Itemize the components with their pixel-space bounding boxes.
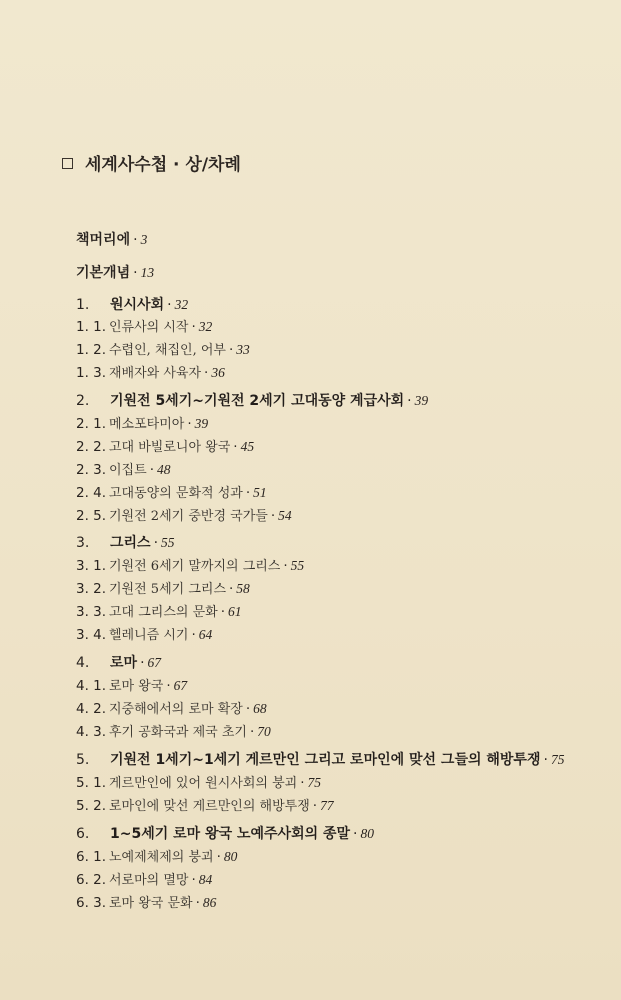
toc-title (62, 150, 241, 175)
middle-dot-separator: · (229, 342, 234, 358)
entry-title: 노예제체제의 붕괴 (109, 850, 214, 865)
entry-number: 6. (76, 826, 90, 842)
middle-dot-separator: · (204, 365, 209, 381)
middle-dot-separator: · (191, 627, 196, 643)
entry-title: 이집트 (109, 463, 147, 478)
entry-title: 메소포타미아 (109, 417, 185, 432)
entry-title: 헬레니즘 시기 (109, 628, 189, 643)
middle-dot-separator: · (149, 462, 154, 478)
toc-subentry (76, 318, 212, 337)
entry-title: 고대 그리스의 문화 (109, 605, 218, 620)
entry-number: 6. 3. (76, 895, 107, 911)
entry-title: 로마 왕국 (109, 679, 164, 694)
toc-subentry (76, 677, 187, 696)
entry-title: 로마 왕국 문화 (109, 896, 193, 911)
toc-chapter (76, 534, 175, 552)
entry-number: 2. (76, 393, 90, 409)
toc-subentry (76, 507, 292, 526)
entry-title: 인류사의 시작 (109, 320, 189, 335)
page-number: 39 (414, 393, 429, 408)
toc-subentry (76, 484, 267, 503)
entry-number: 3. 4. (76, 627, 107, 643)
entry-number: 1. (76, 297, 90, 313)
page-number: 64 (198, 627, 213, 642)
page-number: 33 (236, 342, 250, 357)
middle-dot-separator: · (407, 393, 412, 409)
entry-title: 기원전 2세기 중반경 국가들 (109, 509, 268, 524)
entry-title: 로마 (110, 655, 138, 671)
toc-chapter (76, 751, 564, 769)
entry-title: 서로마의 멸망 (109, 873, 189, 888)
toc-subentry (76, 603, 242, 622)
page-number: 36 (211, 365, 225, 380)
entry-number: 4. 3. (76, 724, 107, 740)
entry-title: 기본개념 (76, 265, 131, 281)
page-number: 61 (228, 604, 242, 619)
page-number: 51 (253, 485, 267, 500)
toc-subentry (76, 700, 267, 719)
entry-number: 3. 1. (76, 558, 107, 574)
entry-title: 원시사회 (110, 297, 165, 313)
middle-dot-separator: · (229, 581, 234, 597)
middle-dot-separator: · (353, 826, 358, 842)
toc-subentry (76, 848, 237, 867)
page-number: 77 (320, 798, 334, 813)
toc-subentry (76, 797, 334, 816)
square-bullet-icon (62, 158, 73, 169)
middle-dot-separator: · (543, 752, 548, 768)
entry-number: 1. 1. (76, 319, 107, 335)
middle-dot-separator: · (245, 485, 251, 501)
entry-title: 기원전 5세기 그리스 (109, 582, 226, 597)
page-number: 67 (147, 655, 162, 670)
entry-number: 4. 1. (76, 678, 107, 694)
entry-title: 재배자와 사육자 (109, 366, 202, 381)
entry-number: 2. 2. (76, 439, 107, 455)
entry-number: 3. (76, 535, 90, 551)
entry-number: 2. 5. (76, 508, 107, 524)
entry-title: 1~5세기 로마 왕국 노예주사회의 종말 (110, 826, 351, 842)
entry-number: 1. 3. (76, 365, 107, 381)
toc-subentry (76, 723, 271, 742)
middle-dot-separator: · (191, 872, 196, 888)
entry-number: 2. 3. (76, 462, 107, 478)
toc-chapter (76, 654, 161, 672)
entry-number: 4. 2. (76, 701, 107, 717)
toc-title-text: 세계사수첩 · 상/차례 (85, 155, 241, 175)
entry-title: 고대동양의 문화적 성과 (109, 486, 243, 501)
toc-entry (76, 231, 147, 249)
page-number: 39 (194, 416, 209, 431)
page-number: 48 (156, 462, 171, 477)
toc-subentry (76, 871, 212, 890)
middle-dot-separator: · (133, 232, 138, 248)
entry-title: 그리스 (110, 535, 151, 551)
entry-number: 4. (76, 655, 90, 671)
entry-title: 기원전 6세기 말까지의 그리스 (109, 559, 281, 574)
entry-title: 고대 바빌로니아 왕국 (109, 440, 231, 455)
toc-subentry (76, 415, 208, 434)
middle-dot-separator: · (249, 724, 255, 740)
middle-dot-separator: · (191, 319, 196, 335)
entry-title: 로마인에 맞선 게르만인의 해방투쟁 (109, 799, 310, 814)
page-number: 86 (202, 895, 217, 910)
entry-title: 기원전 1세기~1세기 게르만인 그리고 로마인에 맞선 그들의 해방투쟁 (110, 752, 541, 768)
page-number: 70 (257, 724, 271, 739)
page-number: 32 (198, 319, 213, 334)
toc-subentry (76, 364, 225, 383)
page-number: 32 (174, 297, 189, 312)
toc-subentry (76, 341, 250, 360)
middle-dot-separator: · (312, 798, 318, 814)
entry-title: 지중해에서의 로마 확장 (109, 702, 243, 717)
page-number: 45 (240, 439, 255, 454)
entry-number: 5. 1. (76, 775, 107, 791)
entry-number: 1. 2. (76, 342, 107, 358)
middle-dot-separator: · (140, 655, 145, 671)
middle-dot-separator: · (153, 535, 159, 551)
entry-title: 후기 공화국과 제국 초기 (109, 725, 247, 740)
toc-chapter (76, 296, 188, 314)
entry-title: 게르만인에 있어 원시사회의 붕괴 (109, 776, 298, 791)
entry-number: 2. 1. (76, 416, 107, 432)
middle-dot-separator: · (166, 678, 171, 694)
middle-dot-separator: · (195, 895, 200, 911)
page-number: 84 (198, 872, 213, 887)
entry-title: 책머리에 (76, 232, 131, 248)
middle-dot-separator: · (216, 849, 221, 865)
page-number: 80 (360, 826, 374, 841)
page-number: 68 (253, 701, 267, 716)
entry-number: 6. 1. (76, 849, 107, 865)
middle-dot-separator: · (270, 508, 276, 524)
page-number: 75 (307, 775, 322, 790)
middle-dot-separator: · (300, 775, 305, 791)
toc-subentry (76, 774, 321, 793)
page-number: 80 (223, 849, 238, 864)
middle-dot-separator: · (187, 416, 192, 432)
page-number: 13 (140, 265, 155, 280)
toc-entry (76, 264, 154, 282)
page-number: 55 (161, 535, 175, 550)
middle-dot-separator: · (167, 297, 172, 313)
toc-subentry (76, 461, 170, 480)
toc-subentry (76, 557, 304, 576)
entry-title: 기원전 5세기~기원전 2세기 고대동양 계급사회 (110, 393, 405, 409)
entry-number: 2. 4. (76, 485, 107, 501)
page-number: 3 (140, 232, 148, 247)
toc-subentry (76, 894, 216, 913)
page-number: 54 (278, 508, 292, 523)
entry-title: 수렵인, 채집인, 어부 (109, 343, 226, 358)
middle-dot-separator: · (233, 439, 238, 455)
middle-dot-separator: · (133, 265, 138, 281)
entry-number: 5. 2. (76, 798, 107, 814)
middle-dot-separator: · (283, 558, 288, 574)
toc-chapter (76, 825, 374, 843)
entry-number: 3. 2. (76, 581, 107, 597)
toc-subentry (76, 580, 250, 599)
entry-number: 5. (76, 752, 90, 768)
entry-number: 3. 3. (76, 604, 107, 620)
toc-chapter (76, 392, 428, 410)
middle-dot-separator: · (245, 701, 251, 717)
page-number: 75 (550, 752, 565, 767)
entry-number: 6. 2. (76, 872, 107, 888)
page-number: 55 (290, 558, 305, 573)
middle-dot-separator: · (220, 604, 226, 620)
page-number: 58 (236, 581, 250, 596)
page-number: 67 (173, 678, 188, 693)
toc-subentry (76, 438, 254, 457)
toc-subentry (76, 626, 212, 645)
